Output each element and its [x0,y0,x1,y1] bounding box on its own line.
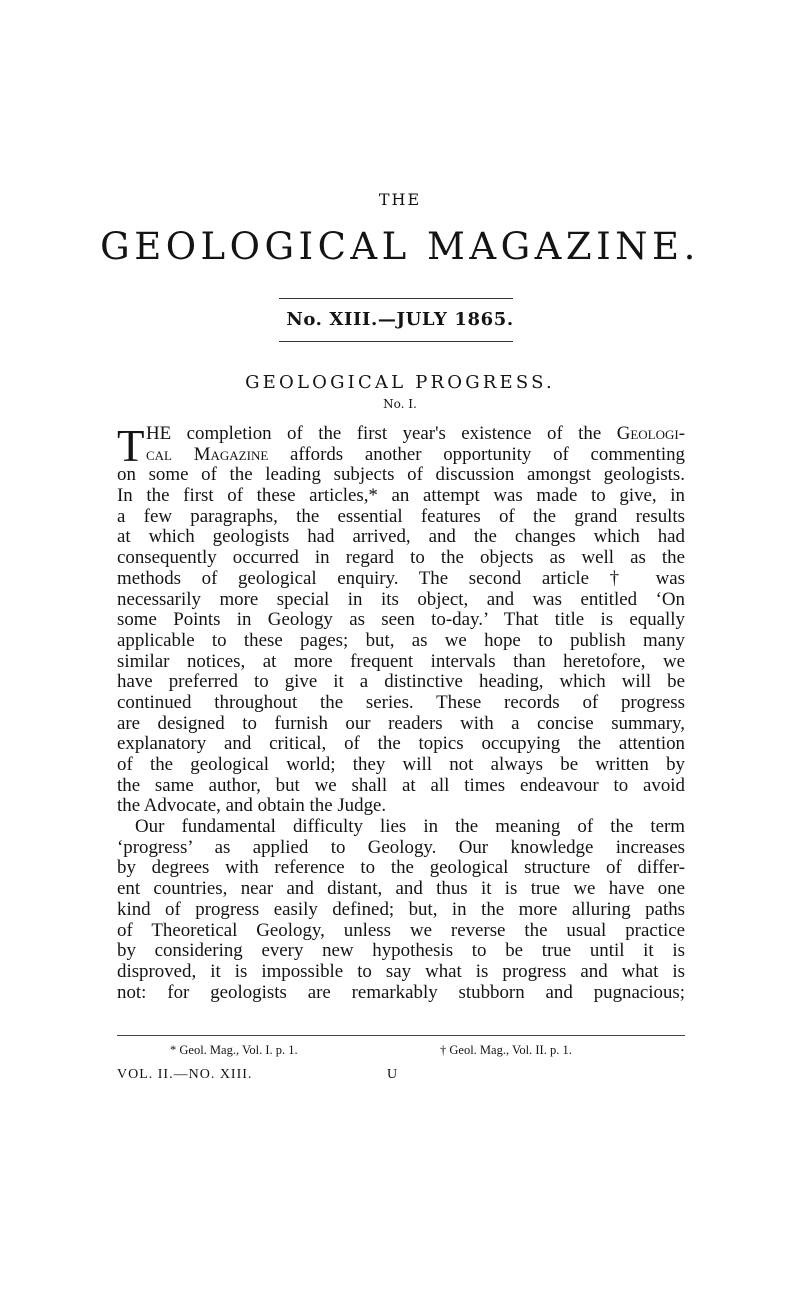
body-text-run: the same author, but we shall at all times endeavour to avoid [117,774,685,796]
body-line [117,445,685,466]
body-line [117,424,685,445]
body-text-run: at which geologists had arrived, and the changes which had [117,526,685,548]
body-line [117,693,685,714]
article-title: GEOLOGICAL PROGRESS. [245,372,555,393]
body-line [117,796,685,817]
issue-rule-bottom [279,341,513,342]
body-line [117,983,685,1004]
footnote-rule [117,1035,685,1036]
article-number: No. I. [383,397,417,411]
body-line [117,776,685,797]
body-text-run: similar notices, at more frequent intervals than heretofore, we [117,650,685,672]
footnote-1: * Geol. Mag., Vol. I. p. 1. [170,1043,298,1057]
body-line [117,548,685,569]
article-body [117,421,685,1003]
body-text-run: consequently occurred in regard to the objects as well as the [117,547,685,569]
body-text-run: cal Magazine [146,443,269,465]
body-line [117,734,685,755]
masthead-the: THE [378,190,422,209]
body-line [117,755,685,776]
body-line [117,569,685,590]
body-text-run: Geologi- [616,423,685,444]
body-line [117,465,685,486]
body-line [117,527,685,548]
body-text-run: methods of geological enquiry. The second article † was [117,567,685,589]
body-text-run: some Points in Geology as seen to-day.’ That title is equally [117,609,685,631]
body-text-run: ‘progress’ as applied to Geology. Our knowledge increases [117,836,685,858]
body-text-run: HE completion of the first year's existence of the [146,423,617,444]
volume-line: VOL. II.—NO. XIII. [117,1067,253,1082]
body-text-run: of the geological world; they will not always be written by [117,754,685,775]
body-text-run: Our fundamental difficulty lies in the meaning of the term [135,816,685,838]
body-text-run: have preferred to give it a distinctive heading, which will be [117,671,685,693]
body-text-run: of Theoretical Geology, unless we reverse the usual practice [117,919,685,941]
body-line [117,962,685,983]
body-text-run: by degrees with reference to the geological structure of differ- [117,857,685,879]
body-text-run: necessarily more special in its object, and was entitled ‘On [117,588,685,610]
body-line [117,507,685,528]
body-text-run: by considering every new hypothesis to be true until it is [117,940,685,962]
magazine-title: GEOLOGICAL MAGAZINE. [100,225,700,268]
body-text-run: applicable to these pages; but, as we hope to publish many [117,629,685,651]
body-line [117,652,685,673]
body-line [117,590,685,611]
body-text-run: the Advocate, and obtain the Judge. [117,795,387,817]
body-text-run: kind of progress easily defined; but, in the more alluring paths [117,898,685,920]
body-line [117,817,685,838]
body-line [117,941,685,962]
body-text-run: continued throughout the series. These records of progress [117,691,685,713]
signature-mark: U [387,1067,398,1082]
body-text-run: on some of the leading subjects of discussion amongst geologists. [117,464,685,486]
body-line [117,631,685,652]
body-line [117,879,685,900]
body-text-run: not: for geologists are remarkably stubborn and pugnacious; [117,981,685,1003]
body-text-run: explanatory and critical, of the topics occupying the attention [117,733,685,755]
body-line [117,672,685,693]
issue-line: No. XIII.—JULY 1865. [286,309,514,330]
body-line [117,900,685,921]
body-line [117,714,685,735]
body-line [117,610,685,631]
footnote-2: † Geol. Mag., Vol. II. p. 1. [440,1043,572,1057]
body-text-run: In the first of these articles,* an attempt was made to give, in [117,485,685,507]
body-line [117,486,685,507]
body-text-run: are designed to furnish our readers with a concise summary, [117,712,685,734]
body-line [117,858,685,879]
body-line [117,921,685,942]
body-text-run: ent countries, near and distant, and thus it is true we have one [117,878,685,900]
body-text-run: disproved, it is impossible to say what is progress and what is [117,960,685,982]
body-line [117,838,685,859]
body-text-run: affords another opportunity of commenting [268,443,685,465]
body-text-run: a few paragraphs, the essential features of the grand results [117,505,685,527]
issue-rule-top [279,298,513,299]
drop-cap: T [117,421,145,471]
